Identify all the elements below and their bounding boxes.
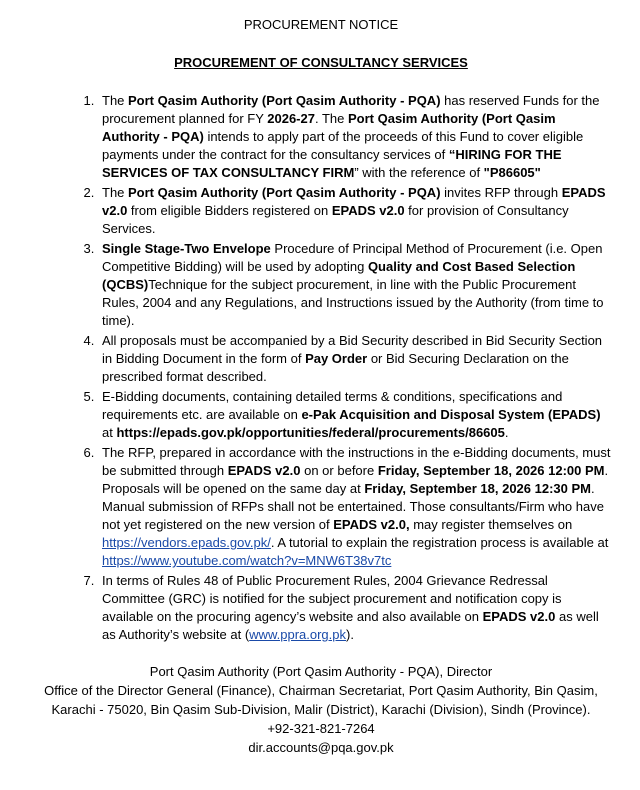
bold-text: Friday, September 18, 2026 12:00 PM — [377, 463, 605, 478]
item-text: on or before — [300, 463, 378, 478]
item-text: The — [102, 185, 129, 200]
item-text: . — [504, 425, 509, 440]
bold-text: Friday, September 18, 2026 12:30 PM — [364, 481, 591, 496]
item-text: E-Bidding documents, containing detailed terms & conditions, specifications and requirements etc. are available on — [102, 389, 563, 422]
item-text: intends to apply part of the proceeds of this Fund to cover eligible payments under the contract for the consultancy services of — [102, 129, 584, 162]
item-text: . Proposals will be opened on the same day at — [102, 463, 609, 496]
bold-text: https://epads.gov.pk/opportunities/federal/procurements/86605 — [116, 425, 505, 440]
item-text: . Manual submission of RFPs shall not be entertained. Those consultants/Firm who have not yet registered on the new version of — [102, 481, 604, 532]
contact-footer — [28, 662, 614, 757]
footer-phone: +92-321-821-7264 — [267, 721, 375, 736]
notice-item — [98, 572, 614, 644]
item-text: at — [102, 425, 117, 440]
notice-item — [98, 184, 614, 238]
notice-item — [98, 92, 614, 182]
bold-text: EPADS v2.0 — [331, 203, 405, 218]
bold-text: Port Qasim Authority (Port Qasim Authority - PQA) — [102, 111, 556, 144]
bold-text: e-Pak Acquisition and Disposal System (EPADS) — [301, 407, 601, 422]
bold-text: EPADS v2.0 — [482, 609, 556, 624]
item-text: has reserved Funds for the procurement planned for FY — [102, 93, 600, 126]
bold-text: Pay Order — [305, 351, 368, 366]
bold-text: EPADS v2.0 — [102, 185, 606, 218]
item-text: Procedure of Principal Method of Procurement (i.e. Open Competitive Bidding) will be used by adopting — [102, 241, 603, 274]
notice-link[interactable]: www.ppra.org.pk — [249, 627, 346, 642]
bold-text: EPADS v2.0 — [227, 463, 301, 478]
bold-text: "P86605" — [483, 165, 541, 180]
main-title: PROCUREMENT OF CONSULTANCY SERVICES — [174, 55, 468, 70]
item-text: or Bid Securing Declaration on the prescribed format described. — [102, 351, 569, 384]
item-text: The RFP, prepared in accordance with the instructions in the e-Bidding documents, must be submitted through — [102, 445, 611, 478]
bold-text: Quality and Cost Based Selection (QCBS) — [102, 259, 576, 292]
item-text: . A tutorial to explain the registration process is available at — [270, 535, 609, 550]
bold-text: Port Qasim Authority (Port Qasim Authority - PQA) — [128, 93, 441, 108]
item-text: In terms of Rules 48 of Public Procurement Rules, 2004 Grievance Redressal Committee (GRC) is notified for the subject procurement and notification copy is available on the procuring agency’s website and also available on — [102, 573, 562, 624]
notice-link[interactable]: https://vendors.epads.gov.pk/ — [102, 535, 271, 550]
notice-title: PROCUREMENT NOTICE — [243, 17, 399, 32]
item-text: may register themselves on — [409, 517, 573, 532]
item-text: for provision of Consultancy Services. — [102, 203, 569, 236]
footer-address: Office of the Director General (Finance), Chairman Secretariat, Port Qasim Authority, Bin Qasim, Karachi - 75020, Bin Qasim Sub-Division, Malir (District), Karachi (Division), Sindh (Province). — [44, 683, 598, 717]
item-text: invites RFP through — [440, 185, 562, 200]
item-text: ” with the reference of — [354, 165, 484, 180]
notice-item — [98, 444, 614, 570]
item-text: The — [102, 93, 129, 108]
bold-text: 2026-27 — [267, 111, 315, 126]
notice-item — [98, 332, 614, 386]
item-text: ). — [346, 627, 354, 642]
footer-email: dir.accounts@pqa.gov.pk — [248, 740, 394, 755]
item-text: . The — [314, 111, 348, 126]
item-text: Technique for the subject procurement, in line with the Public Procurement Rules, 2004 and any Regulations, and Instructions issued by the Authority (from time to time). — [102, 277, 604, 328]
notice-items-list — [28, 92, 614, 644]
item-text: from eligible Bidders registered on — [127, 203, 332, 218]
bold-text: Single Stage-Two Envelope — [102, 241, 271, 256]
footer-authority-line: Port Qasim Authority (Port Qasim Authority - PQA), Director — [149, 664, 493, 679]
bold-text: “HIRING FOR THE SERVICES OF TAX CONSULTANCY FIRM — [102, 147, 562, 180]
bold-text: Port Qasim Authority (Port Qasim Authority - PQA) — [128, 185, 441, 200]
bold-text: EPADS v2.0, — [333, 517, 410, 532]
notice-link[interactable]: https://www.youtube.com/watch?v=MNW6T38v7tc — [102, 553, 392, 568]
item-text: All proposals must be accompanied by a Bid Security described in Bid Security Section in Bidding Document in the form of — [102, 333, 603, 366]
notice-item — [98, 388, 614, 442]
item-text: as well as Authority’s website at ( — [102, 609, 599, 642]
notice-item — [98, 240, 614, 330]
